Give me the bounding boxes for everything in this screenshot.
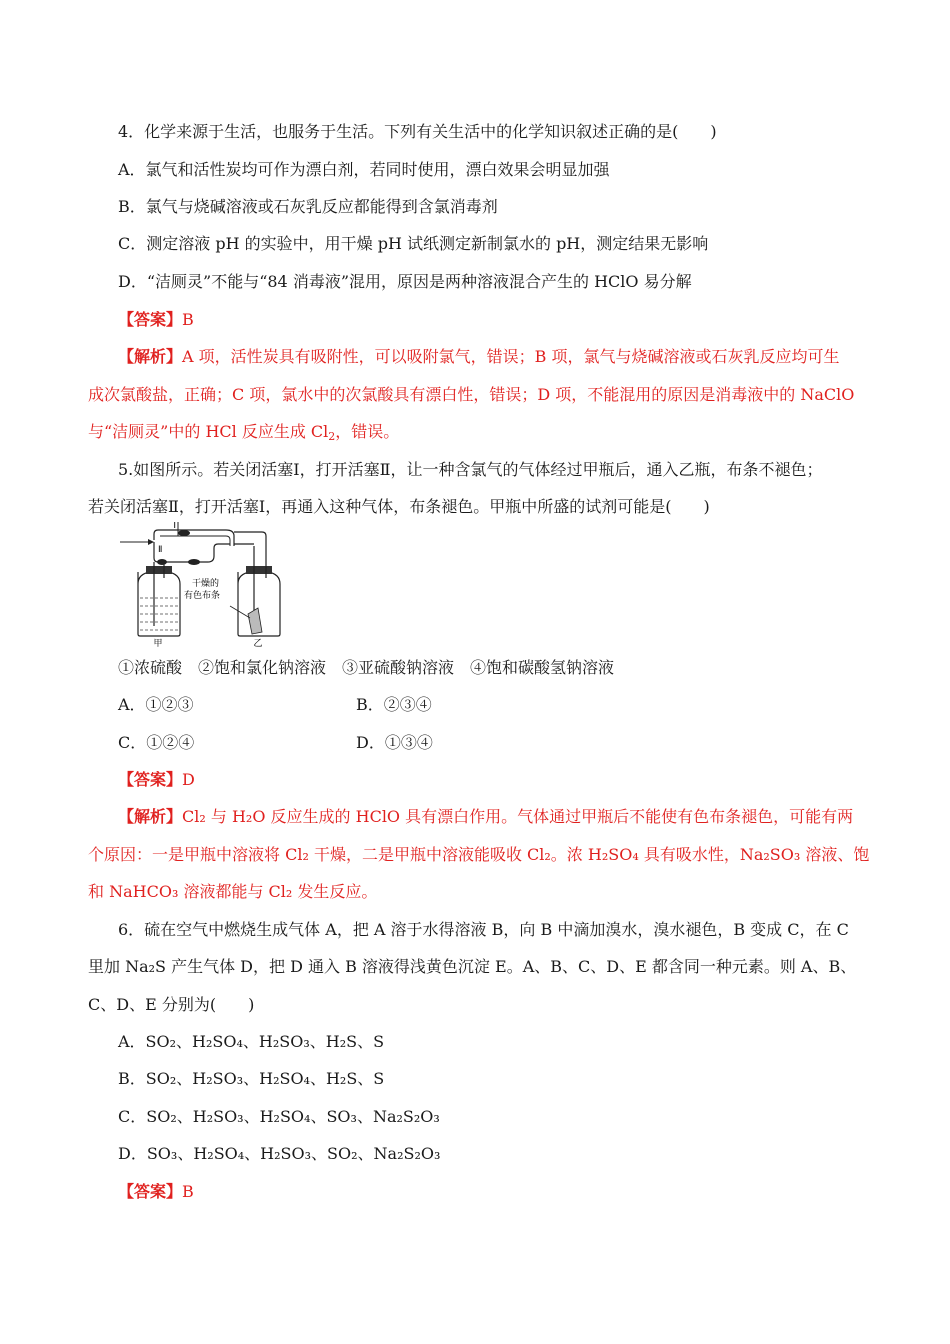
lower-tube bbox=[154, 542, 230, 562]
answer-value: B bbox=[182, 310, 194, 329]
answer-value: D bbox=[182, 770, 195, 789]
subscript: 2 bbox=[328, 430, 336, 443]
outlet-tube bbox=[234, 532, 266, 552]
q5-analysis-line-1 bbox=[118, 806, 853, 828]
answer-label: 【答案】 bbox=[118, 1182, 183, 1201]
bottle-jia-stopper bbox=[146, 566, 172, 574]
cloth-label-1: 干燥的 bbox=[192, 579, 220, 589]
answer-label: 【答案】 bbox=[118, 770, 183, 789]
q6-stem-line-3: C、D、E 分别为( ) bbox=[88, 995, 255, 1014]
q4-option-d: D．“洁厕灵”不能与“84 消毒液”混用，原因是两种溶液混合产生的 HClO 易分解 bbox=[118, 272, 692, 291]
q4-answer bbox=[118, 309, 194, 331]
q5-reagents: ①浓硫酸 ②饱和氯化钠溶液 ③亚硫酸钠溶液 ④饱和碳酸氢钠溶液 bbox=[118, 658, 615, 677]
q4-analysis-line-1 bbox=[118, 346, 840, 368]
valve-1-handle bbox=[178, 530, 190, 536]
q6-option-b: B．SO₂、H₂SO₃、H₂SO₄、H₂S、S bbox=[118, 1069, 385, 1088]
answer-value: B bbox=[182, 1182, 194, 1201]
q4-analysis-line-3 bbox=[88, 421, 399, 443]
q5-option-a: A．①②③ bbox=[118, 695, 194, 714]
q6-option-c: C．SO₂、H₂SO₃、H₂SO₄、SO₃、Na₂S₂O₃ bbox=[118, 1107, 440, 1126]
bottle-jia bbox=[138, 572, 180, 636]
valve-2-knob bbox=[188, 559, 200, 565]
analysis-text: Cl₂ 与 H₂O 反应生成的 HClO 具有漂白作用。气体通过甲瓶后不能使有色布条褪色，可能有两 bbox=[182, 807, 854, 826]
q5-stem-line-2: 若关闭活塞Ⅱ，打开活塞Ⅰ，再通入这种气体，布条褪色。甲瓶中所盛的试剂可能是( ) bbox=[88, 497, 710, 516]
analysis-label: 【解析】 bbox=[118, 807, 183, 826]
apparatus-diagram bbox=[118, 522, 294, 648]
answer-label: 【答案】 bbox=[118, 310, 183, 329]
q4-option-a: A．氯气和活性炭均可作为漂白剂，若同时使用，漂白效果会明显加强 bbox=[118, 160, 610, 179]
analysis-text: A 项，活性炭具有吸附性，可以吸附氯气，错误；B 项，氯气与烧碱溶液或石灰乳反应均可生 bbox=[182, 347, 840, 366]
q4-analysis-line-2: 成次氯酸盐，正确；C 项，氯水中的次氯酸具有漂白性，错误；D 项，不能混用的原因是消毒液中的 NaClO bbox=[88, 385, 855, 404]
bottle-jia-label: 甲 bbox=[153, 639, 163, 648]
q6-option-a: A．SO₂、H₂SO₄、H₂SO₃、H₂S、S bbox=[118, 1032, 385, 1051]
q5-analysis-line-2: 个原因：一是甲瓶中溶液将 Cl₂ 干燥，二是甲瓶中溶液能吸收 Cl₂。浓 H₂SO₄ 具有吸水性，Na₂SO₃ 溶液、饱 bbox=[88, 845, 870, 864]
inlet-arrowhead bbox=[148, 539, 154, 545]
q5-stem-line-1: 5.如图所示。若关闭活塞Ⅰ，打开活塞Ⅱ，让一种含氯气的气体经过甲瓶后，通入乙瓶，布条不褪色； bbox=[118, 460, 823, 479]
q4-stem: 4．化学来源于生活，也服务于生活。下列有关生活中的化学知识叙述正确的是( ) bbox=[118, 122, 717, 141]
q6-answer bbox=[118, 1181, 194, 1203]
valve-2-label: Ⅱ bbox=[158, 545, 163, 555]
colored-cloth-strip bbox=[248, 608, 262, 634]
q6-stem-line-1: 6．硫在空气中燃烧生成气体 A，把 A 溶于水得溶液 B，向 B 中滴加溴水，溴水褪色，B 变成 C，在 C bbox=[118, 920, 849, 939]
q4-option-c: C．测定溶液 pH 的实验中，用干燥 pH 试纸测定新制氯水的 pH，测定结果无影响 bbox=[118, 234, 709, 253]
valve-2-handle bbox=[157, 559, 167, 565]
q5-analysis-line-3: 和 NaHCO₃ 溶液都能与 Cl₂ 发生反应。 bbox=[88, 882, 378, 901]
q6-stem-line-2: 里加 Na₂S 产生气体 D，把 D 通入 B 溶液得浅黄色沉淀 E。A、B、C、D、E 都含同一种元素。则 A、B、 bbox=[88, 957, 857, 976]
bottle-jia-liquid bbox=[140, 598, 178, 630]
bottle-yi-stopper bbox=[246, 566, 272, 574]
q5-option-d: D．①③④ bbox=[356, 733, 433, 752]
q4-option-b: B．氯气与烧碱溶液或石灰乳反应都能得到含氯消毒剂 bbox=[118, 197, 498, 216]
analysis-text: 与“洁厕灵”中的 HCl 反应生成 Cl bbox=[88, 422, 329, 441]
cloth-pointer bbox=[230, 606, 250, 618]
q5-option-c: C．①②④ bbox=[118, 733, 195, 752]
cloth-label-2: 有色布条 bbox=[184, 591, 221, 601]
analysis-text: ，错误。 bbox=[335, 422, 400, 441]
q5-answer bbox=[118, 769, 195, 791]
valve-1-label: Ⅰ bbox=[173, 522, 176, 531]
analysis-label: 【解析】 bbox=[118, 347, 183, 366]
q5-option-b: B．②③④ bbox=[356, 695, 432, 714]
q6-option-d: D．SO₃、H₂SO₄、H₂SO₃、SO₂、Na₂S₂O₃ bbox=[118, 1144, 441, 1163]
bottle-yi-label: 乙 bbox=[253, 639, 263, 648]
